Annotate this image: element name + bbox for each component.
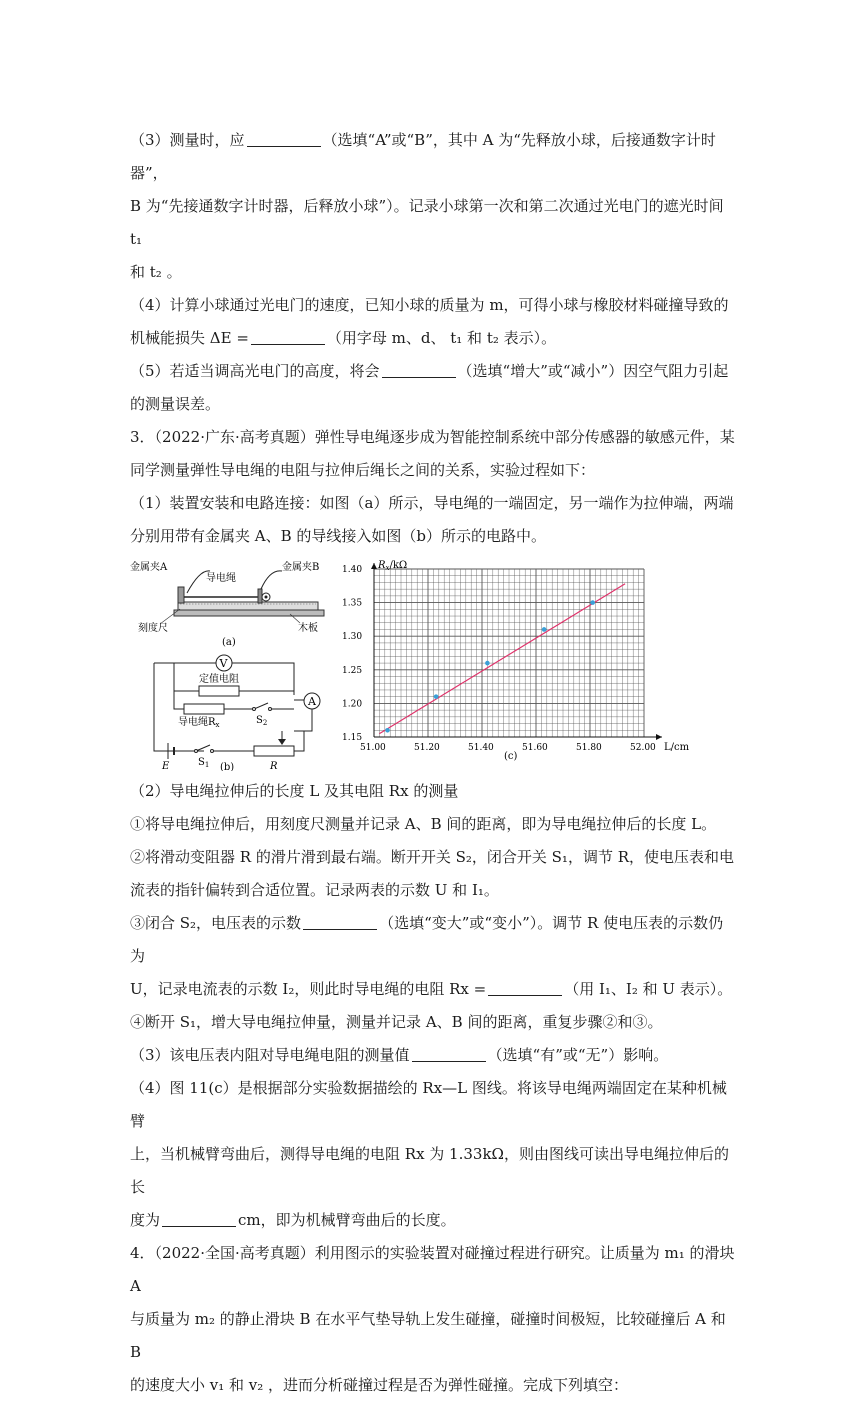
- paragraph-p3a: [130, 124, 736, 190]
- paragraph-s3: [130, 1039, 736, 1072]
- x-axis-arrow-icon: [656, 734, 662, 740]
- paragraph-text: （用 I₁、I₂ 和 U 表示）。: [564, 980, 733, 998]
- paragraph-p4b: [130, 322, 736, 355]
- y-tick-label: 1.15: [342, 733, 363, 743]
- paragraph-s4c: [130, 1204, 736, 1237]
- y-axis-arrow-icon: [371, 563, 377, 569]
- paragraph-text: （3）测量时，应: [130, 131, 245, 149]
- battery-label: E: [162, 761, 170, 771]
- document-content: [130, 124, 736, 1402]
- paragraph-s2d: ④断开 S₁，增大导电绳拉伸量，测量并记录 A、B 间的距离，重复步骤②和③。: [130, 1013, 663, 1031]
- paragraph-q4c: 的速度大小 v₁ 和 v₂ ，进而分析碰撞过程是否为弹性碰撞。完成下列填空：: [130, 1376, 629, 1394]
- paragraph-text: cm，即为机械臂弯曲后的长度。: [238, 1211, 456, 1229]
- rheostat-icon: [254, 746, 294, 756]
- paragraph-q3a: 3．（2022·广东·高考真题）弹性导电绳逐步成为智能控制系统中部分传感器的敏感元件，某: [130, 428, 735, 446]
- figure-a-apparatus: [130, 559, 335, 649]
- fixed-resistor-label: 定值电阻: [199, 674, 239, 685]
- paragraph-text: 度为: [130, 1211, 161, 1229]
- text-block-upper: [130, 124, 736, 553]
- paragraph-text: （选填“有”或“无”）影响。: [487, 1046, 669, 1064]
- data-point: [542, 627, 547, 632]
- paragraph-text: （选填“A”或“B”，其中 A 为“先释放小球，后接通数字计时器”，: [130, 131, 716, 182]
- paragraph-text: （选填“增大”或“减小”）因空气阻力引起: [457, 362, 729, 380]
- x-tick-label: 52.00: [630, 743, 656, 753]
- label-rope: 导电绳: [206, 573, 236, 584]
- paragraph-p5a: [130, 355, 736, 388]
- s2-label: $S_2$: [256, 715, 268, 727]
- paragraph-p5b: 的测量误差。: [130, 395, 221, 413]
- paragraph-text: （5）若适当调高光电门的高度，将会: [130, 362, 380, 380]
- label-board: 木板: [298, 623, 318, 634]
- paragraph-s2b1: ②将滑动变阻器 R 的滑片滑到最右端。断开开关 S₂，闭合开关 S₁，调节 R，使电压表和电: [130, 848, 735, 866]
- y-tick-label: 1.25: [342, 665, 363, 676]
- caption-c: (c): [504, 751, 518, 762]
- paragraph-q3d: 分别用带有金属夹 A、B 的导线接入如图（b）所示的电路中。: [130, 527, 546, 545]
- paragraph-text: （3）该电压表内阻对导电绳电阻的测量值: [130, 1046, 410, 1064]
- figures-row: [130, 559, 736, 771]
- rope-label: 导电绳$R_x$: [178, 717, 220, 729]
- figure-b-circuit: [144, 651, 334, 771]
- paragraph-p4a: （4）计算小球通过光电门的速度，已知小球的质量为 m，可得小球与橡胶材料碰撞导致的: [130, 296, 729, 314]
- answer-blank[interactable]: [251, 329, 325, 345]
- s1-label: $S_1$: [198, 757, 210, 769]
- paragraph-p3b: B 为“先接通数字计时器，后释放小球”）。记录小球第一次和第二次通过光电门的遮光时间 t₁: [130, 197, 724, 248]
- answer-blank[interactable]: [162, 1211, 236, 1227]
- paragraph-p3c: 和 t₂ 。: [130, 263, 182, 281]
- paragraph-q4b: 与质量为 m₂ 的静止滑块 B 在水平气垫导轨上发生碰撞，碰撞时间极短，比较碰撞后 A 和 B: [130, 1310, 726, 1361]
- paragraph-s4a: （4）图 11(c）是根据部分实验数据描绘的 Rx—L 图线。将该导电绳两端固定在某种机械臂: [130, 1079, 727, 1130]
- caption-a: (a): [222, 637, 236, 648]
- x-tick-label: 51.20: [414, 743, 440, 753]
- voltmeter-label: V: [219, 657, 228, 670]
- paragraph-s2a: ①将导电绳拉伸后，用刻度尺测量并记录 A、B 间的距离，即为导电绳拉伸后的长度 L。: [130, 815, 717, 833]
- y-tick-label: 1.40: [342, 565, 363, 575]
- y-axis-label: $R_x/k\Omega$: [378, 560, 408, 572]
- x-tick-label: 51.60: [522, 743, 548, 753]
- paragraph-q3b: 同学测量弹性导电绳的电阻与拉伸后绳长之间的关系，实验过程如下：: [130, 461, 596, 479]
- ammeter-label: A: [308, 695, 316, 708]
- y-tick-label: 1.30: [342, 632, 363, 643]
- paragraph-text: （用字母 m、d、 t₁ 和 t₂ 表示）。: [326, 329, 557, 347]
- paragraph-text: ③闭合 S₂，电压表的示数: [130, 914, 302, 932]
- paragraph-s2: （2）导电绳拉伸后的长度 L 及其电阻 Rx 的测量: [130, 782, 459, 800]
- data-point: [434, 694, 439, 699]
- fixed-resistor-icon: [199, 686, 239, 696]
- answer-blank[interactable]: [412, 1046, 486, 1062]
- x-tick-label: 51.40: [468, 743, 494, 753]
- paragraph-text: （选填“变大”或“变小”）。调节 R 使电压表的示数仍为: [130, 914, 724, 965]
- x-tick-label: 51.80: [576, 743, 602, 753]
- paragraph-text: 机械能损失 ΔE =: [130, 329, 249, 347]
- paragraph-q4a: 4．（2022·全国·高考真题）利用图示的实验装置对碰撞过程进行研究。让质量为 m₁ 的滑块 A: [130, 1244, 735, 1295]
- answer-blank[interactable]: [382, 362, 456, 378]
- text-block-lower: [130, 775, 736, 1402]
- figure-c-chart: [338, 559, 718, 771]
- paragraph-s2c2: [130, 973, 736, 1006]
- rheostat-label: R: [270, 761, 278, 771]
- label-clip-b: 金属夹B: [282, 562, 320, 573]
- paragraph-s2c1: [130, 907, 736, 973]
- data-point: [590, 600, 595, 605]
- x-axis-label: L/cm: [664, 742, 690, 753]
- x-tick-label: 51.00: [360, 743, 386, 753]
- fit-line: [379, 584, 625, 734]
- answer-blank[interactable]: [488, 980, 562, 996]
- y-tick-label: 1.35: [342, 598, 363, 609]
- paragraph-s2b2: 流表的指针偏转到合适位置。记录两表的示数 U 和 I₁。: [130, 881, 499, 899]
- data-point: [485, 661, 490, 666]
- paragraph-s4b: 上，当机械臂弯曲后，测得导电绳的电阻 Rx 为 1.33kΩ，则由图线可读出导电绳拉伸后的长: [130, 1145, 729, 1196]
- answer-blank[interactable]: [247, 131, 321, 147]
- paragraph-text: U，记录电流表的示数 I₂，则此时导电绳的电阻 Rx =: [130, 980, 487, 998]
- paragraph-q3c: （1）装置安装和电路连接：如图（a）所示，导电绳的一端固定，另一端作为拉伸端，两端: [130, 494, 734, 512]
- data-point: [385, 728, 390, 733]
- y-tick-label: 1.20: [342, 699, 363, 710]
- label-ruler: 刻度尺: [138, 623, 168, 634]
- answer-blank[interactable]: [303, 914, 377, 930]
- caption-b: (b): [220, 762, 235, 771]
- label-clip-a: 金属夹A: [130, 562, 168, 573]
- rope-resistor-icon: [184, 704, 224, 714]
